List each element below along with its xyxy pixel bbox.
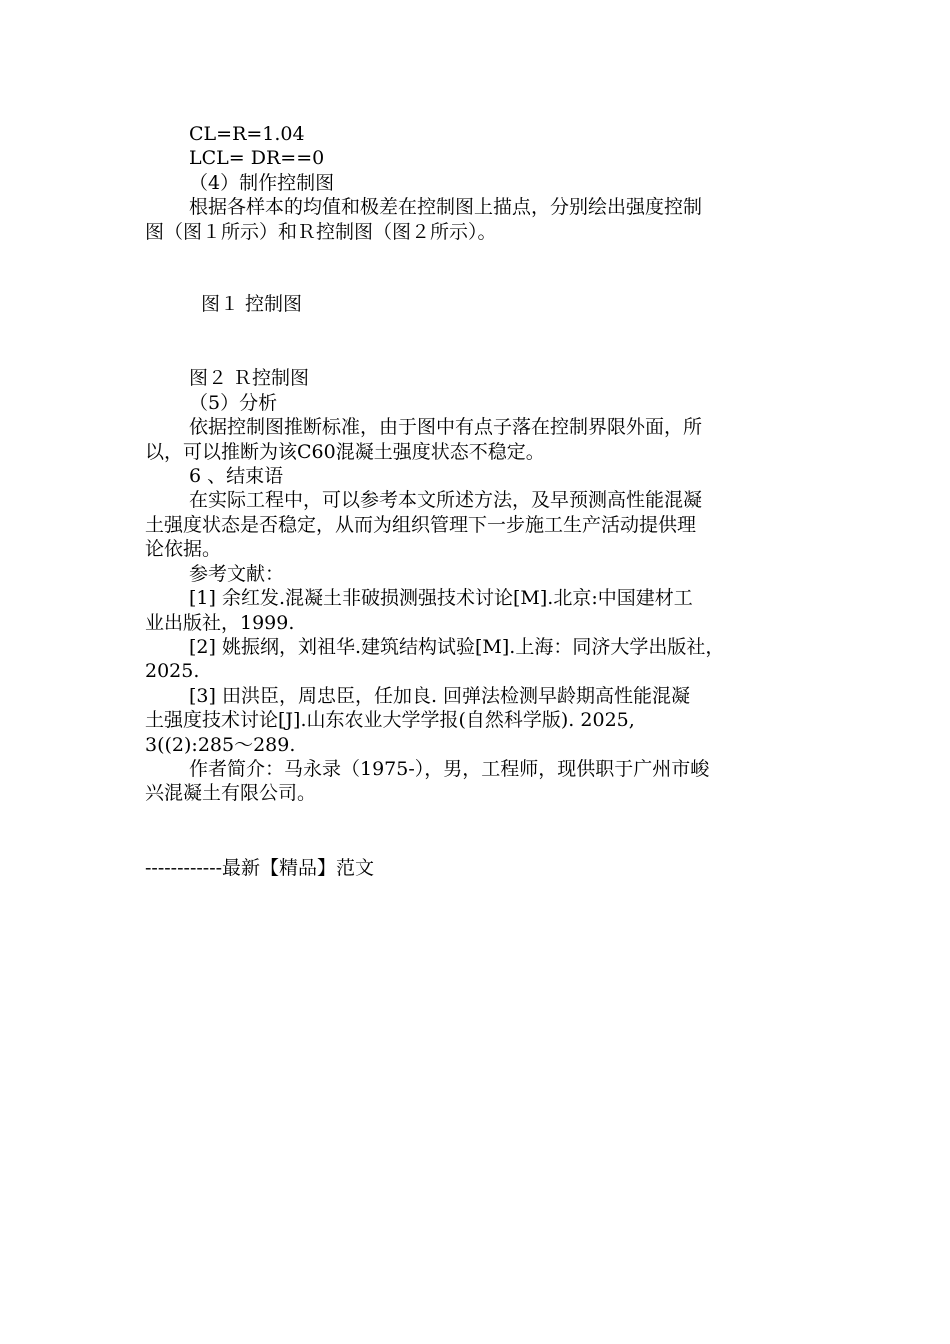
section-6-paragraph-line: 在实际工程中，可以参考本文所述方法，及早预测高性能混凝 <box>189 489 703 512</box>
section-4-paragraph-line: 图（图１所示）和Ｒ控制图（图２所示）。 <box>145 220 497 243</box>
reference-2-line: [2] 姚振纲，刘祖华.建筑结构试验[M].上海：同济大学出版社， <box>189 635 725 658</box>
document-body <box>145 122 805 880</box>
figure-1-caption: 图１ 控制图 <box>201 293 303 316</box>
reference-3-line: 3((2):285～289. <box>145 733 296 756</box>
formula-lcl: LCL= DR==0 <box>189 147 325 170</box>
section-6-heading: 6 、结束语 <box>189 465 284 488</box>
reference-1-line: [1] 余红发.混凝土非破损测强技术讨论[M].北京:中国建材工 <box>189 587 693 610</box>
section-4-heading: （4）制作控制图 <box>189 171 335 194</box>
section-6-paragraph-line: 论依据。 <box>145 538 222 561</box>
section-5-paragraph-line: 以，可以推断为该C60混凝土强度状态不稳定。 <box>145 440 545 463</box>
section-5-heading: （5）分析 <box>189 391 278 414</box>
reference-3-line: 土强度技术讨论[J].山东农业大学学报(自然科学版). 2025, <box>145 709 635 732</box>
references-heading: 参考文献： <box>189 562 285 585</box>
figure-2-caption: 图２ Ｒ控制图 <box>189 367 310 390</box>
author-bio-line: 兴混凝土有限公司。 <box>145 782 317 805</box>
author-bio-line: 作者简介：马永录（1975-），男，工程师，现供职于广州市峻 <box>189 757 710 780</box>
footer-text: ------------最新【精品】范文 <box>145 856 375 879</box>
reference-3-line: [3] 田洪臣，周忠臣，任加良. 回弹法检测早龄期高性能混凝 <box>189 684 691 707</box>
reference-2-line: 2025. <box>145 660 200 683</box>
reference-1-line: 业出版社，1999. <box>145 611 295 634</box>
formula-cl: CL=R=1.04 <box>189 123 305 145</box>
section-6-paragraph-line: 土强度状态是否稳定，从而为组织管理下一步施工生产活动提供理 <box>145 513 697 536</box>
section-5-paragraph-line: 依据控制图推断标准，由于图中有点子落在控制界限外面，所 <box>189 416 703 439</box>
section-4-paragraph-line: 根据各样本的均值和极差在控制图上描点，分别绘出强度控制 <box>189 196 703 219</box>
